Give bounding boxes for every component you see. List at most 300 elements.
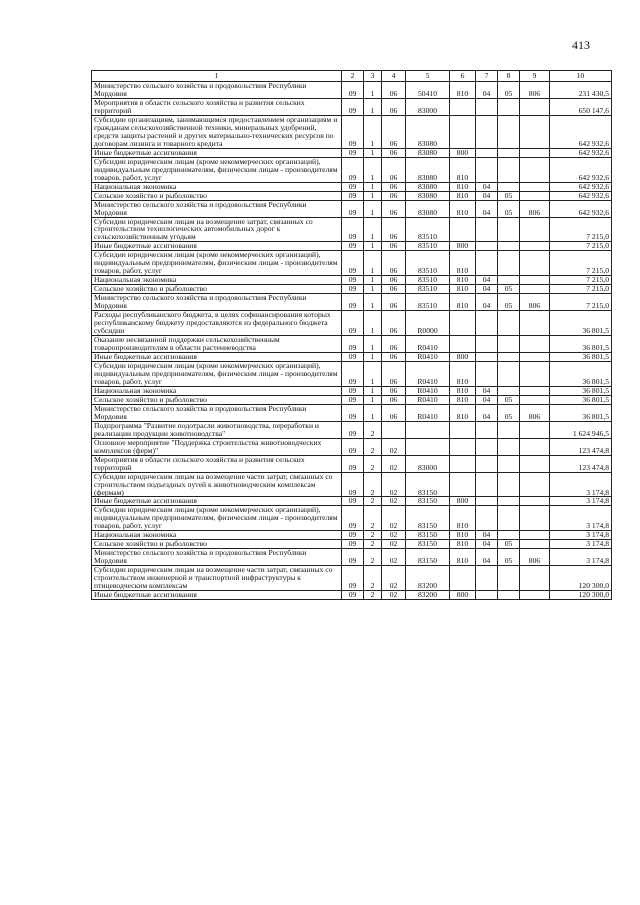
- cell-code-5: [406, 421, 450, 438]
- cell-code-3: 2: [364, 549, 382, 566]
- cell-code-4: 06: [382, 336, 406, 353]
- cell-item-name: Министерство сельского хозяйства и продовольствия Республики Мордовия: [92, 200, 342, 217]
- cell-amount: 36 801,5: [550, 404, 612, 421]
- cell-code-4: 06: [382, 294, 406, 311]
- cell-code-7: [476, 157, 498, 182]
- cell-code-5: 83510: [406, 285, 450, 294]
- cell-code-2: 09: [342, 191, 364, 200]
- cell-amount: 3 174,8: [550, 506, 612, 531]
- cell-code-8: [498, 386, 520, 395]
- cell-code-4: 02: [382, 472, 406, 497]
- cell-code-8: [498, 472, 520, 497]
- cell-code-9: [520, 497, 550, 506]
- cell-code-8: 05: [498, 549, 520, 566]
- cell-code-9: 806: [520, 82, 550, 99]
- cell-code-2: 09: [342, 591, 364, 600]
- cell-code-9: 806: [520, 549, 550, 566]
- cell-code-4: 06: [382, 353, 406, 362]
- cell-code-7: 04: [476, 182, 498, 191]
- column-header: 1: [92, 71, 342, 82]
- cell-code-9: [520, 182, 550, 191]
- cell-code-3: 2: [364, 421, 382, 438]
- cell-code-6: 810: [450, 506, 476, 531]
- cell-code-5: R0410: [406, 404, 450, 421]
- cell-code-3: 1: [364, 386, 382, 395]
- cell-code-9: [520, 311, 550, 336]
- cell-code-7: [476, 455, 498, 472]
- cell-code-9: [520, 506, 550, 531]
- cell-amount: 36 801,5: [550, 311, 612, 336]
- cell-code-4: 06: [382, 98, 406, 115]
- cell-code-5: 83510: [406, 217, 450, 242]
- cell-code-4: 06: [382, 82, 406, 99]
- cell-code-2: 09: [342, 98, 364, 115]
- cell-code-6: [450, 336, 476, 353]
- cell-code-9: [520, 157, 550, 182]
- cell-code-5: 83000: [406, 98, 450, 115]
- cell-amount: 7 215,0: [550, 276, 612, 285]
- cell-code-6: 810: [450, 361, 476, 386]
- table-row: [92, 82, 612, 99]
- cell-code-5: 83150: [406, 531, 450, 540]
- cell-item-name: Сельское хозяйство и рыболовство: [92, 540, 342, 549]
- cell-item-name: Субсидии юридическим лицам на возмещение части затрат, связанных со строительством подъездных путей к животноводческим комплексам (фермам): [92, 472, 342, 497]
- cell-code-6: 810: [450, 531, 476, 540]
- cell-code-3: 1: [364, 98, 382, 115]
- table-row: [92, 531, 612, 540]
- cell-code-3: 2: [364, 506, 382, 531]
- cell-code-9: 806: [520, 200, 550, 217]
- cell-code-5: R0410: [406, 386, 450, 395]
- cell-code-6: 800: [450, 591, 476, 600]
- cell-item-name: Министерство сельского хозяйства и продовольствия Республики Мордовия: [92, 404, 342, 421]
- cell-code-4: 06: [382, 404, 406, 421]
- cell-code-3: 1: [364, 191, 382, 200]
- table-row: [92, 242, 612, 251]
- cell-amount: 642 932,6: [550, 200, 612, 217]
- column-header: 5: [406, 71, 450, 82]
- cell-code-7: 04: [476, 395, 498, 404]
- cell-code-3: 1: [364, 182, 382, 191]
- cell-code-5: 83150: [406, 506, 450, 531]
- cell-code-2: 09: [342, 311, 364, 336]
- cell-code-5: 83080: [406, 115, 450, 148]
- cell-code-7: 04: [476, 276, 498, 285]
- cell-code-3: 1: [364, 115, 382, 148]
- cell-code-2: 09: [342, 251, 364, 276]
- cell-code-6: 810: [450, 251, 476, 276]
- cell-code-2: 09: [342, 531, 364, 540]
- cell-amount: 36 801,5: [550, 361, 612, 386]
- cell-code-9: [520, 421, 550, 438]
- cell-code-4: 06: [382, 148, 406, 157]
- table-row: [92, 294, 612, 311]
- cell-code-4: 06: [382, 200, 406, 217]
- cell-code-3: 1: [364, 217, 382, 242]
- table-row: [92, 566, 612, 591]
- cell-item-name: Иные бюджетные ассигнования: [92, 497, 342, 506]
- cell-code-4: 06: [382, 115, 406, 148]
- cell-code-2: 09: [342, 157, 364, 182]
- cell-amount: 642 932,6: [550, 191, 612, 200]
- cell-item-name: Субсидии юридическим лицам (кроме некоммерческих организаций), индивидуальным предпринимателям, физическим лицам - производителям товаров, работ, услуг: [92, 251, 342, 276]
- column-header: 8: [498, 71, 520, 82]
- cell-amount: 3 174,8: [550, 549, 612, 566]
- cell-item-name: Сельское хозяйство и рыболовство: [92, 191, 342, 200]
- cell-amount: 36 801,5: [550, 353, 612, 362]
- cell-code-7: [476, 361, 498, 386]
- cell-code-6: [450, 472, 476, 497]
- cell-code-4: 02: [382, 438, 406, 455]
- cell-item-name: Национальная экономика: [92, 386, 342, 395]
- cell-code-5: 83200: [406, 566, 450, 591]
- cell-code-5: 83200: [406, 591, 450, 600]
- cell-amount: 642 932,6: [550, 115, 612, 148]
- cell-code-2: 09: [342, 285, 364, 294]
- column-header: 9: [520, 71, 550, 82]
- cell-code-4: 06: [382, 217, 406, 242]
- cell-code-8: [498, 251, 520, 276]
- cell-code-2: 09: [342, 566, 364, 591]
- table-row: [92, 540, 612, 549]
- cell-code-8: [498, 531, 520, 540]
- cell-code-8: [498, 506, 520, 531]
- cell-code-3: 1: [364, 285, 382, 294]
- cell-code-6: 800: [450, 497, 476, 506]
- cell-amount: 7 215,0: [550, 251, 612, 276]
- cell-code-6: [450, 115, 476, 148]
- cell-item-name: Мероприятия в области сельского хозяйства и развития сельских территорий: [92, 455, 342, 472]
- cell-code-8: [498, 115, 520, 148]
- table-row: [92, 361, 612, 386]
- cell-code-2: 09: [342, 455, 364, 472]
- column-header: 6: [450, 71, 476, 82]
- cell-code-8: [498, 421, 520, 438]
- cell-item-name: Сельское хозяйство и рыболовство: [92, 285, 342, 294]
- cell-code-3: 2: [364, 566, 382, 591]
- cell-item-name: Субсидии юридическим лицам на возмещение затрат, связанных со строительством технологических автомобильных дорог к сельскохозяйственным угодьям: [92, 217, 342, 242]
- cell-item-name: Иные бюджетные ассигнования: [92, 353, 342, 362]
- cell-code-3: 1: [364, 294, 382, 311]
- cell-code-7: [476, 251, 498, 276]
- cell-code-9: [520, 353, 550, 362]
- cell-amount: 120 300,0: [550, 566, 612, 591]
- cell-code-2: 09: [342, 421, 364, 438]
- cell-code-7: [476, 421, 498, 438]
- cell-code-9: [520, 148, 550, 157]
- table-row: [92, 311, 612, 336]
- cell-code-2: 09: [342, 361, 364, 386]
- cell-code-3: 1: [364, 242, 382, 251]
- cell-code-7: 04: [476, 531, 498, 540]
- cell-code-4: 02: [382, 497, 406, 506]
- cell-code-9: [520, 395, 550, 404]
- cell-item-name: Национальная экономика: [92, 182, 342, 191]
- cell-item-name: Субсидии юридическим лицам (кроме некоммерческих организаций), индивидуальным предпринимателям, физическим лицам - производителям товаров, работ, услуг: [92, 361, 342, 386]
- cell-code-3: 1: [364, 353, 382, 362]
- cell-item-name: Субсидии юридическим лицам на возмещение части затрат, связанных со строительством инженерной и транспортной инфраструктуры к птицеводческим комплексам: [92, 566, 342, 591]
- cell-code-3: 1: [364, 82, 382, 99]
- table-row: [92, 276, 612, 285]
- cell-code-5: 83510: [406, 251, 450, 276]
- cell-code-9: [520, 361, 550, 386]
- cell-code-9: [520, 386, 550, 395]
- cell-item-name: Сельское хозяйство и рыболовство: [92, 395, 342, 404]
- cell-code-3: 1: [364, 336, 382, 353]
- cell-code-6: 810: [450, 386, 476, 395]
- cell-code-8: [498, 148, 520, 157]
- cell-code-5: 83150: [406, 540, 450, 549]
- table-row: [92, 421, 612, 438]
- column-header: 7: [476, 71, 498, 82]
- cell-code-4: 06: [382, 361, 406, 386]
- cell-code-7: 04: [476, 200, 498, 217]
- cell-code-8: 05: [498, 395, 520, 404]
- cell-code-9: [520, 98, 550, 115]
- cell-code-3: 1: [364, 148, 382, 157]
- cell-code-5: 83150: [406, 472, 450, 497]
- cell-item-name: Субсидии юридическим лицам (кроме некоммерческих организаций), индивидуальным предпринимателям, физическим лицам - производителям товаров, работ, услуг: [92, 157, 342, 182]
- page-number: 413: [572, 38, 590, 52]
- cell-code-2: 09: [342, 182, 364, 191]
- cell-code-5: [406, 438, 450, 455]
- cell-code-5: 50410: [406, 82, 450, 99]
- cell-code-3: 2: [364, 591, 382, 600]
- cell-code-3: 2: [364, 455, 382, 472]
- cell-amount: 1 624 946,5: [550, 421, 612, 438]
- cell-item-name: Подпрограмма "Развитие подотрасли животноводства, переработки и реализации продукции животноводства": [92, 421, 342, 438]
- cell-code-4: 02: [382, 566, 406, 591]
- cell-code-6: [450, 311, 476, 336]
- cell-code-9: [520, 276, 550, 285]
- cell-code-2: 09: [342, 404, 364, 421]
- cell-amount: 123 474,8: [550, 455, 612, 472]
- cell-item-name: Министерство сельского хозяйства и продовольствия Республики Мордовия: [92, 294, 342, 311]
- cell-code-2: 09: [342, 115, 364, 148]
- cell-code-2: 09: [342, 148, 364, 157]
- column-header: 10: [550, 71, 612, 82]
- cell-code-6: [450, 455, 476, 472]
- cell-code-6: 810: [450, 294, 476, 311]
- cell-code-9: [520, 566, 550, 591]
- cell-code-7: 04: [476, 386, 498, 395]
- cell-code-6: 810: [450, 200, 476, 217]
- table-row: [92, 353, 612, 362]
- cell-code-8: [498, 497, 520, 506]
- cell-code-2: 09: [342, 200, 364, 217]
- cell-code-2: 09: [342, 353, 364, 362]
- cell-code-4: 06: [382, 191, 406, 200]
- cell-code-8: [498, 311, 520, 336]
- table-row: [92, 200, 612, 217]
- cell-code-7: [476, 566, 498, 591]
- cell-code-8: 05: [498, 82, 520, 99]
- cell-code-8: 05: [498, 285, 520, 294]
- cell-amount: 3 174,8: [550, 531, 612, 540]
- cell-code-3: 1: [364, 276, 382, 285]
- cell-code-4: 06: [382, 285, 406, 294]
- cell-code-7: [476, 311, 498, 336]
- cell-code-5: 83000: [406, 455, 450, 472]
- cell-amount: 642 932,6: [550, 182, 612, 191]
- cell-code-7: 04: [476, 82, 498, 99]
- cell-item-name: Национальная экономика: [92, 531, 342, 540]
- cell-item-name: Министерство сельского хозяйства и продовольствия Республики Мордовия: [92, 82, 342, 99]
- cell-code-9: [520, 591, 550, 600]
- cell-code-2: 09: [342, 242, 364, 251]
- cell-code-3: 2: [364, 438, 382, 455]
- cell-code-8: [498, 591, 520, 600]
- cell-item-name: Субсидии юридическим лицам (кроме некоммерческих организаций), индивидуальным предпринимателям, физическим лицам - производителям товаров, работ, услуг: [92, 506, 342, 531]
- cell-code-3: 1: [364, 404, 382, 421]
- cell-code-9: 806: [520, 294, 550, 311]
- cell-code-8: [498, 566, 520, 591]
- cell-code-7: [476, 472, 498, 497]
- table-row: [92, 251, 612, 276]
- cell-item-name: Основное мероприятие "Поддержка строительства животноводческих комплексов (ферм)": [92, 438, 342, 455]
- cell-amount: 3 174,8: [550, 472, 612, 497]
- cell-code-9: [520, 438, 550, 455]
- cell-code-6: 810: [450, 191, 476, 200]
- cell-code-8: [498, 438, 520, 455]
- cell-code-5: 83510: [406, 276, 450, 285]
- cell-item-name: Министерство сельского хозяйства и продовольствия Республики Мордовия: [92, 549, 342, 566]
- cell-code-5: R0000: [406, 311, 450, 336]
- table-row: [92, 549, 612, 566]
- cell-code-2: 09: [342, 438, 364, 455]
- cell-code-2: 09: [342, 549, 364, 566]
- table-row: [92, 506, 612, 531]
- cell-item-name: Национальная экономика: [92, 276, 342, 285]
- cell-code-8: [498, 455, 520, 472]
- cell-code-7: [476, 438, 498, 455]
- cell-code-4: 02: [382, 455, 406, 472]
- cell-code-5: 83080: [406, 182, 450, 191]
- cell-code-8: 05: [498, 540, 520, 549]
- table-row: [92, 395, 612, 404]
- cell-code-4: 06: [382, 242, 406, 251]
- cell-code-6: 810: [450, 395, 476, 404]
- cell-code-2: 09: [342, 472, 364, 497]
- cell-code-6: 810: [450, 276, 476, 285]
- cell-code-9: [520, 191, 550, 200]
- cell-code-8: [498, 361, 520, 386]
- cell-amount: 123 474,8: [550, 438, 612, 455]
- table-row: [92, 148, 612, 157]
- cell-code-2: 09: [342, 506, 364, 531]
- cell-code-7: [476, 148, 498, 157]
- cell-code-8: 05: [498, 404, 520, 421]
- table-row: [92, 497, 612, 506]
- cell-code-7: [476, 242, 498, 251]
- cell-code-5: 83080: [406, 148, 450, 157]
- cell-code-9: [520, 531, 550, 540]
- cell-amount: 231 430,5: [550, 82, 612, 99]
- cell-code-6: [450, 438, 476, 455]
- table-row: [92, 404, 612, 421]
- cell-item-name: Оказание несвязанной поддержки сельскохозяйственным товаропроизводителям в области растениеводства: [92, 336, 342, 353]
- table-row: [92, 182, 612, 191]
- cell-code-4: 02: [382, 549, 406, 566]
- cell-code-9: 806: [520, 404, 550, 421]
- cell-amount: 3 174,8: [550, 540, 612, 549]
- table-row: [92, 336, 612, 353]
- cell-code-4: 06: [382, 276, 406, 285]
- cell-code-5: 83150: [406, 497, 450, 506]
- cell-code-8: 05: [498, 200, 520, 217]
- cell-amount: 642 932,6: [550, 148, 612, 157]
- cell-code-4: 06: [382, 386, 406, 395]
- cell-code-7: [476, 217, 498, 242]
- cell-code-6: 810: [450, 549, 476, 566]
- cell-code-2: 09: [342, 386, 364, 395]
- cell-code-4: 06: [382, 311, 406, 336]
- cell-code-3: 1: [364, 395, 382, 404]
- cell-code-4: [382, 421, 406, 438]
- cell-code-8: [498, 217, 520, 242]
- table-row: [92, 455, 612, 472]
- cell-code-7: [476, 353, 498, 362]
- cell-code-4: 06: [382, 395, 406, 404]
- cell-code-6: 800: [450, 353, 476, 362]
- cell-amount: 7 215,0: [550, 217, 612, 242]
- budget-table: [91, 70, 612, 600]
- cell-item-name: Иные бюджетные ассигнования: [92, 242, 342, 251]
- cell-amount: 120 300,0: [550, 591, 612, 600]
- cell-amount: 7 215,0: [550, 242, 612, 251]
- table-row: [92, 438, 612, 455]
- table-header-row: [92, 71, 612, 82]
- cell-code-4: 06: [382, 251, 406, 276]
- cell-code-8: [498, 276, 520, 285]
- cell-code-5: R0410: [406, 395, 450, 404]
- cell-code-2: 09: [342, 395, 364, 404]
- table-body: [92, 82, 612, 600]
- cell-code-5: R0410: [406, 336, 450, 353]
- cell-code-7: [476, 506, 498, 531]
- cell-code-9: [520, 336, 550, 353]
- cell-amount: 36 801,5: [550, 395, 612, 404]
- cell-code-7: [476, 497, 498, 506]
- column-header: 2: [342, 71, 364, 82]
- cell-code-2: 09: [342, 217, 364, 242]
- cell-code-5: 83510: [406, 242, 450, 251]
- cell-amount: 3 174,8: [550, 497, 612, 506]
- table-row: [92, 115, 612, 148]
- table-row: [92, 285, 612, 294]
- cell-code-6: 810: [450, 182, 476, 191]
- cell-code-2: 09: [342, 82, 364, 99]
- cell-code-8: [498, 353, 520, 362]
- cell-code-7: 04: [476, 191, 498, 200]
- cell-code-9: [520, 115, 550, 148]
- cell-code-3: 1: [364, 311, 382, 336]
- cell-code-7: [476, 115, 498, 148]
- cell-code-6: 810: [450, 540, 476, 549]
- cell-code-4: 02: [382, 591, 406, 600]
- cell-code-7: 04: [476, 285, 498, 294]
- cell-amount: 7 215,0: [550, 285, 612, 294]
- cell-code-8: [498, 182, 520, 191]
- cell-code-6: [450, 98, 476, 115]
- cell-code-9: [520, 540, 550, 549]
- cell-code-6: [450, 217, 476, 242]
- cell-code-3: 2: [364, 497, 382, 506]
- cell-code-7: 04: [476, 549, 498, 566]
- cell-item-name: Субсидии организациям, занимающимся предоставлением организациям и гражданам сельскохозяйственной техники, минеральных удобрений, средств защиты растений и других материально-технических ресурсов по договорам лизинга и товарного кредита: [92, 115, 342, 148]
- cell-code-8: 05: [498, 294, 520, 311]
- cell-amount: 642 932,6: [550, 157, 612, 182]
